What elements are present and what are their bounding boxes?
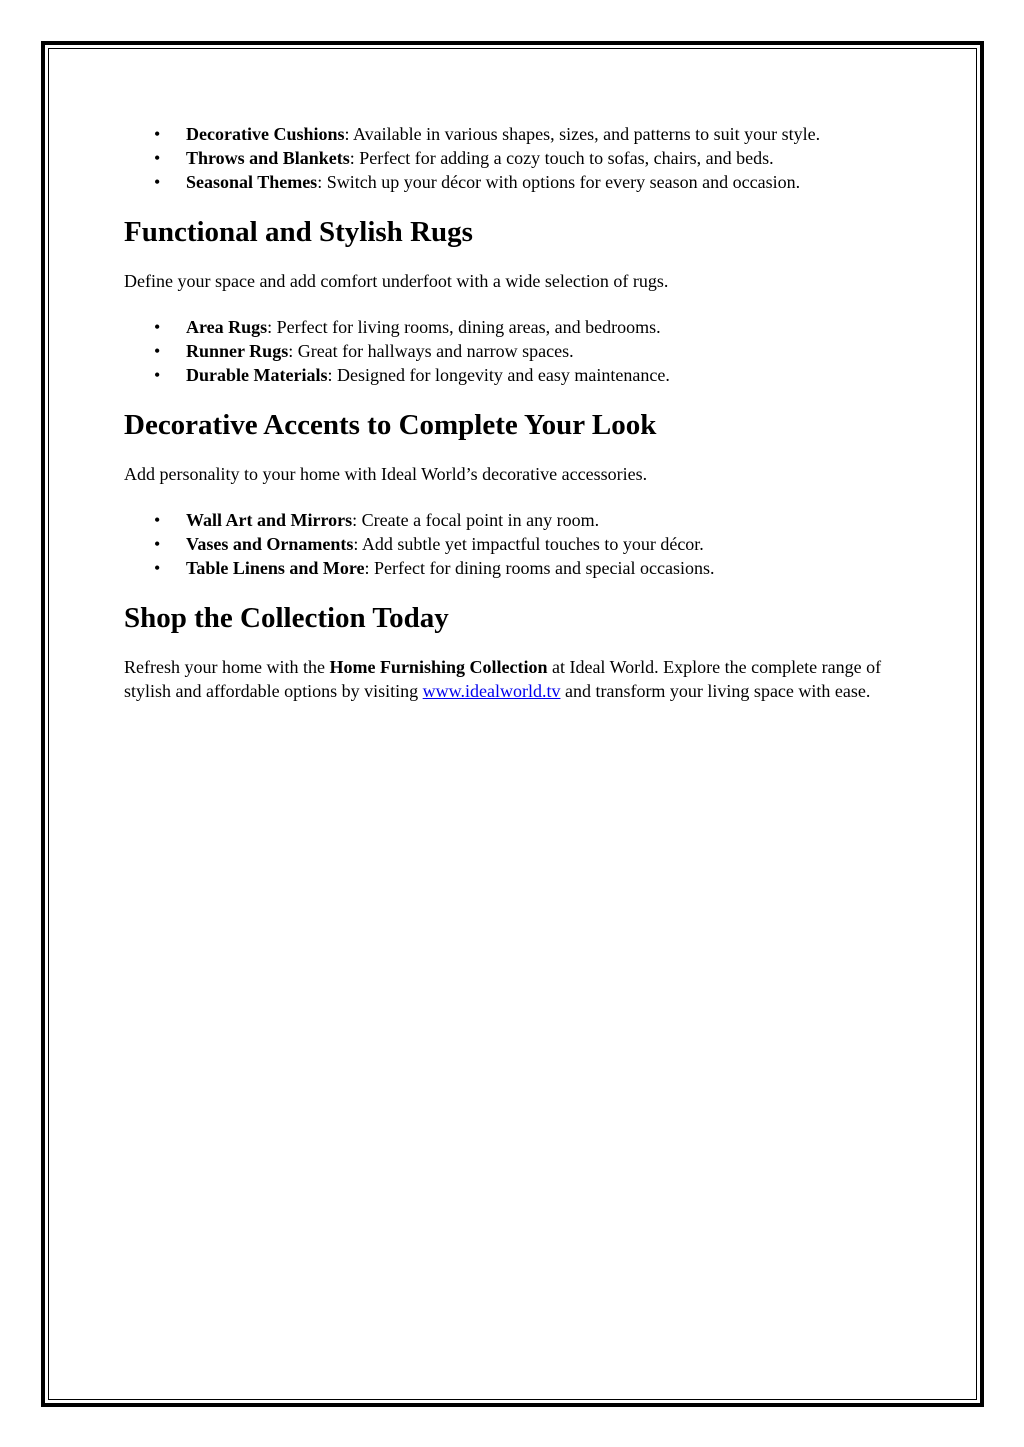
list-item [124,532,914,556]
shop-text-after: and transform your living space with ease. [560,681,871,701]
list-item-term: Table Linens and More [186,558,365,578]
list-item-desc: : Great for hallways and narrow spaces. [288,341,574,361]
list-item-term: Runner Rugs [186,341,289,361]
list-item-term: Decorative Cushions [186,124,345,144]
list-item [124,339,914,363]
section-intro-rugs: Define your space and add comfort underfoot with a wide selection of rugs. [124,271,669,291]
list-item-term: Vases and Ornaments [186,534,354,554]
section-text-shop [124,655,914,703]
shop-text-bold: Home Furnishing Collection [329,657,548,677]
shop-text-middle: at Ideal World. Explore the complete range of stylish and affordable options by visiting [124,657,882,701]
list-item-desc: : Perfect for living rooms, dining areas, and bedrooms. [267,317,661,337]
idealworld-link[interactable]: www.idealworld.tv [422,681,561,701]
list-item [124,122,914,146]
list-item-term: Seasonal Themes [186,172,318,192]
section-heading-accents: Decorative Accents to Complete Your Look [124,409,657,441]
list-item-term: Wall Art and Mirrors [186,510,353,530]
section-heading-rugs: Functional and Stylish Rugs [124,216,473,248]
shop-text-before: Refresh your home with the [124,657,330,677]
document-body [124,122,914,703]
list-item-desc: : Perfect for dining rooms and special occasions. [364,558,715,578]
list-item [124,146,914,170]
list-item [124,363,914,387]
list-item [124,315,914,339]
list-item [124,508,914,532]
list-item-term: Throws and Blankets [186,148,350,168]
list-item-term: Area Rugs [186,317,268,337]
list-item [124,170,914,194]
list-item-desc: : Create a focal point in any room. [352,510,600,530]
list-item-desc: : Switch up your décor with options for every season and occasion. [317,172,801,192]
list-item-desc: : Perfect for adding a cozy touch to sofas, chairs, and beds. [349,148,774,168]
intro-bullet-list [124,122,914,194]
list-item-desc: : Available in various shapes, sizes, and patterns to suit your style. [344,124,821,144]
rugs-bullet-list [124,315,914,387]
section-intro-accents: Add personality to your home with Ideal World’s decorative accessories. [124,464,648,484]
section-heading-shop: Shop the Collection Today [124,602,449,634]
accents-bullet-list [124,508,914,580]
list-item-desc: : Designed for longevity and easy maintenance. [327,365,670,385]
list-item [124,556,914,580]
list-item-term: Durable Materials [186,365,328,385]
list-item-desc: : Add subtle yet impactful touches to your décor. [353,534,704,554]
